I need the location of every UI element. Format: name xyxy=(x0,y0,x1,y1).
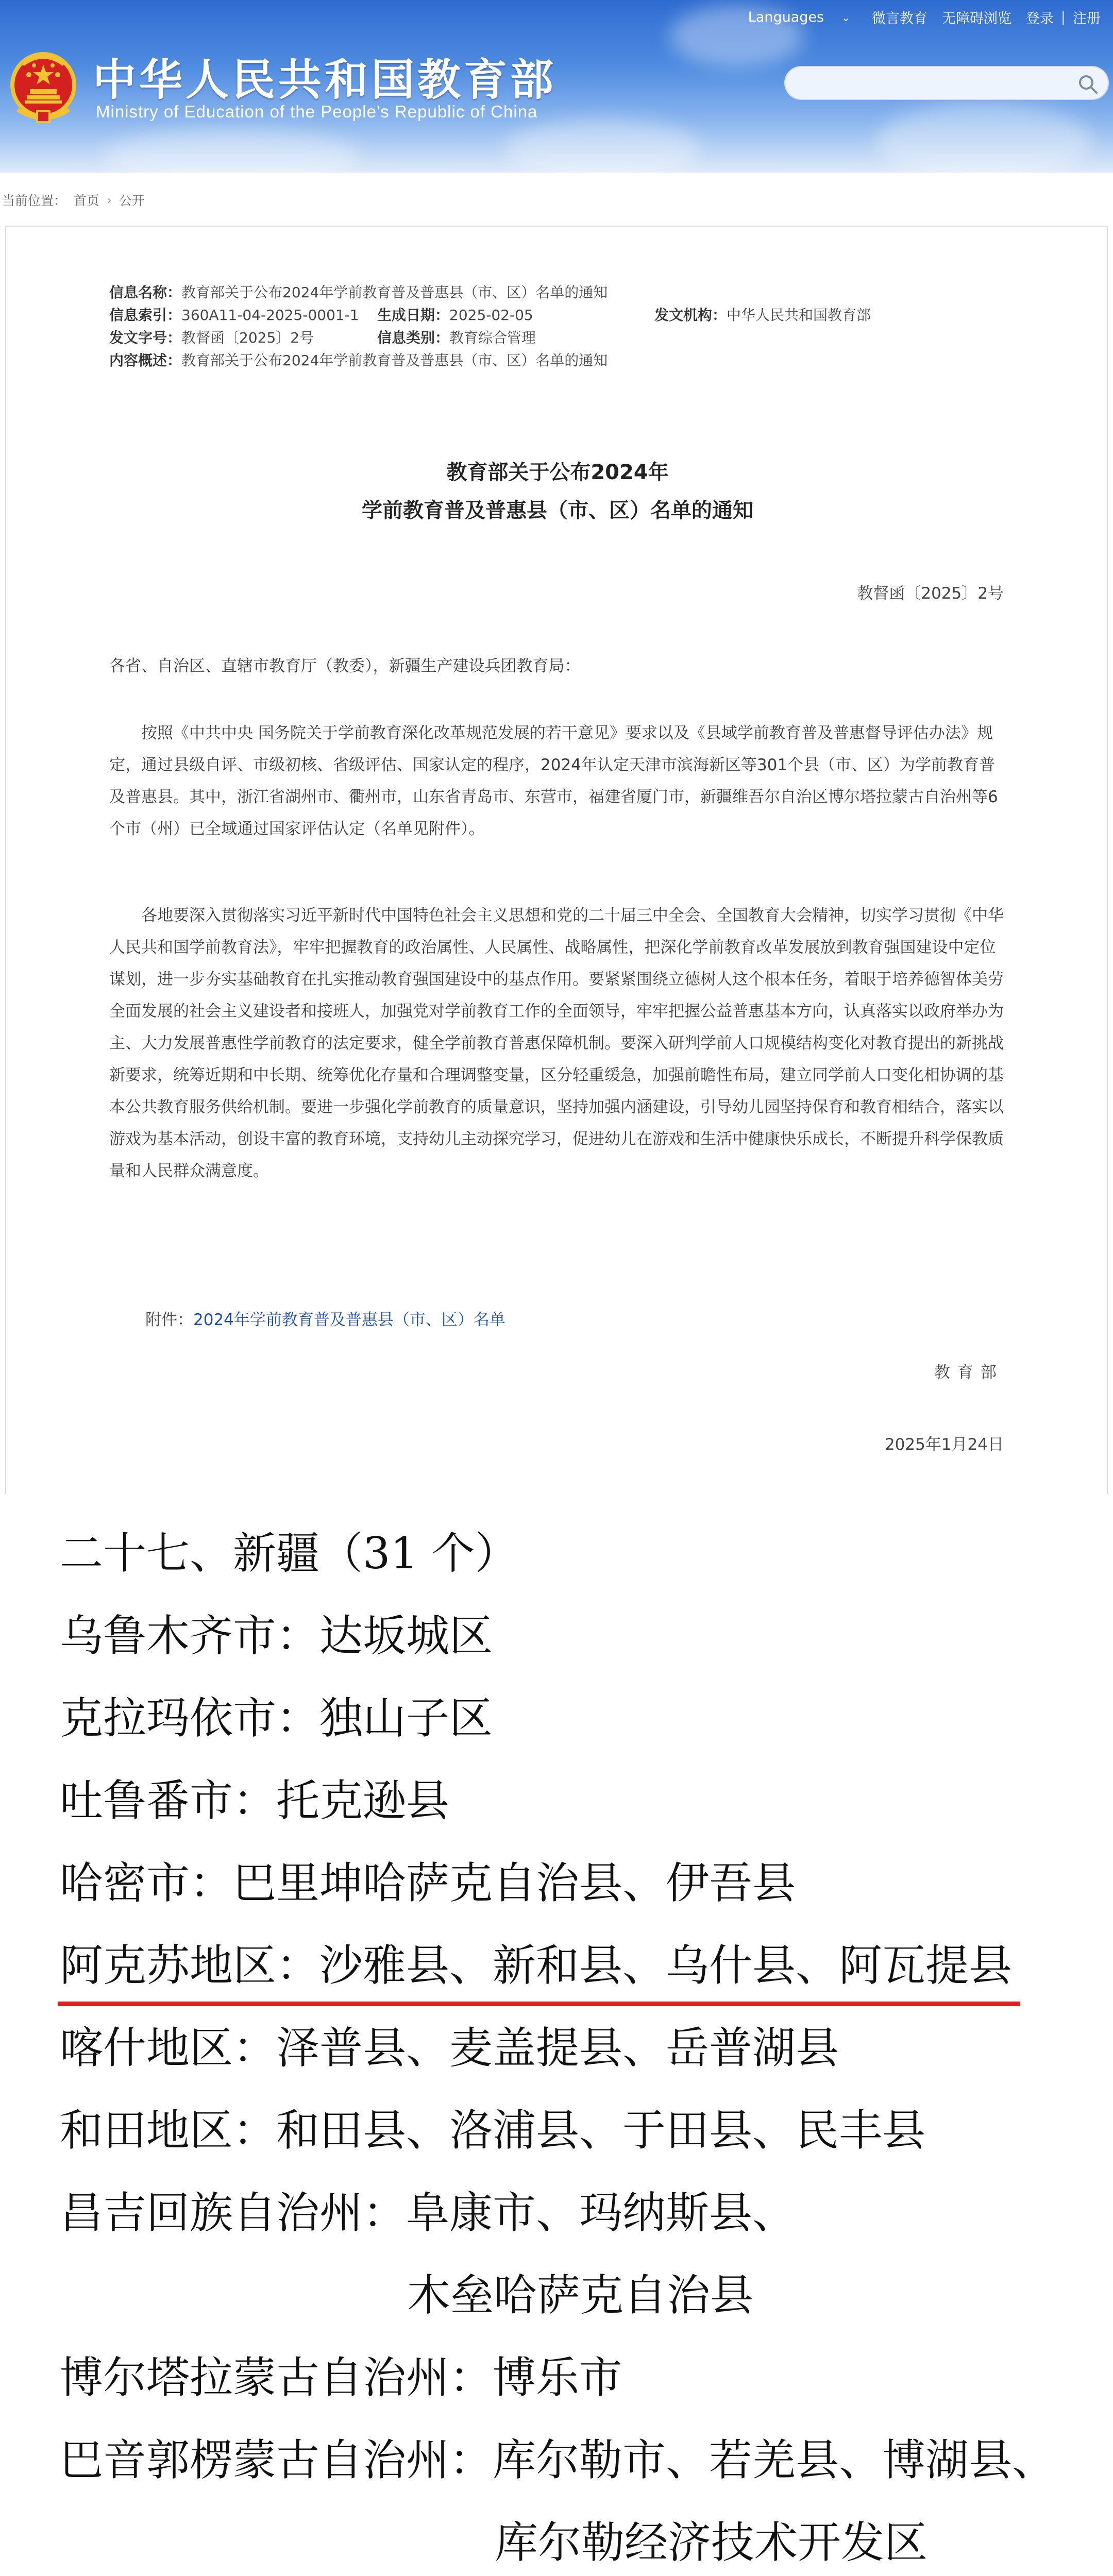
meta-category-row xyxy=(377,327,536,347)
link-divider: | xyxy=(1060,9,1066,25)
meta-name-value: 教育部关于公布2024年学前教育普及普惠县（市、区）名单的通知 xyxy=(181,284,608,301)
attachment-label: 附件： xyxy=(145,1311,193,1329)
meta-summary-row xyxy=(109,349,608,370)
meta-category-value: 教育综合管理 xyxy=(449,329,536,346)
highlight-underline xyxy=(58,2002,1020,2006)
document-panel xyxy=(5,226,1108,1494)
meta-index-row xyxy=(109,304,359,325)
chevron-down-icon: ⌄ xyxy=(841,11,850,24)
meta-date-row xyxy=(377,304,533,325)
attachment-row xyxy=(145,1307,505,1330)
list-item-continuation: 木垒哈萨克自治县 xyxy=(407,2270,754,2320)
list-item: 昌吉回族自治州：阜康市、玛纳斯县、 xyxy=(60,2188,796,2238)
attachment-link[interactable]: 2024年学前教育普及普惠县（市、区）名单 xyxy=(193,1311,505,1329)
breadcrumb-item-home[interactable]: 首页 xyxy=(74,193,100,208)
breadcrumb xyxy=(0,190,145,210)
top-links-bar xyxy=(734,7,1108,27)
list-item: 博尔塔拉蒙古自治州：博乐市 xyxy=(60,2352,623,2403)
languages-label: Languages xyxy=(748,9,824,25)
meta-date-value: 2025-02-05 xyxy=(449,307,533,324)
meta-category-label: 信息类别： xyxy=(377,329,450,346)
meta-name-label: 信息名称： xyxy=(109,284,182,301)
breadcrumb-item-open[interactable]: 公开 xyxy=(119,193,145,208)
paragraph-2: 各地要深入贯彻落实习近平新时代中国特色社会主义思想和党的二十届三中全会、全国教育大会精神，切实学习贯彻《中华人民共和国学前教育法》，牢牢把握教育的政治属性、人民属性、战略属性，把深化学前教育改革发展放到教育强国建设中定位谋划，进一步夯实基础教育在扎实推动教育强国建设中的基点作用。要紧紧围绕立德树人这个根本任务，着眼于培养德智体美劳全面发展的社会主义建设者和接班人，加强党对学前教育工作的全面领导，牢牢把握公益普惠基本方向，认真落实以政府举办为主、大力发展普惠性学前教育的法定要求，健全学前教育普惠保障机制。要深入研判学前人口规模结构变化对教育提出的新挑战新要求，统筹近期和中长期、统筹优化存量和合理调整变量，区分轻重缓急，加强前瞻性布局，建立同学前人口变化相协调的基本公共教育服务供给机制。要进一步强化学前教育的质量意识，坚持加强内涵建设，引导幼儿园坚持保育和教育相结合，落实以游戏为基本活动，创设丰富的教育环境，支持幼儿主动探究学习，促进幼儿在游戏和生活中健康快乐成长，不断提升科学保教质量和人民群众满意度。 xyxy=(109,906,1004,1180)
languages-dropdown[interactable] xyxy=(734,9,865,25)
site-title: 中华人民共和国教育部 xyxy=(93,55,557,105)
meta-index-value: 360A11-04-2025-0001-1 xyxy=(181,307,359,324)
document-title xyxy=(6,453,1109,530)
meta-docno-value: 教督函〔2025〕2号 xyxy=(181,329,314,346)
chevron-right-icon: › xyxy=(107,192,112,208)
search-box xyxy=(784,66,1109,100)
list-item: 巴音郭楞蒙古自治州：库尔勒市、若羌县、博湖县、 xyxy=(60,2435,1056,2485)
list-item: 克拉玛依市：独山子区 xyxy=(60,1693,493,1743)
meta-date-label: 生成日期： xyxy=(377,307,450,324)
weiyan-link[interactable]: 微言教育 xyxy=(871,11,927,27)
meta-org-label: 发文机构： xyxy=(654,307,727,324)
meta-summary-value: 教育部关于公布2024年学前教育普及普惠县（市、区）名单的通知 xyxy=(181,352,608,369)
meta-docno-row xyxy=(109,327,314,347)
meta-org-row xyxy=(654,304,871,325)
site-header xyxy=(0,0,1113,173)
list-item: 喀什地区：泽普县、麦盖提县、岳普湖县 xyxy=(60,2023,839,2073)
list-heading: 二十七、新疆（31 个） xyxy=(60,1528,518,1579)
salutation: 各省、自治区、直辖市教育厅（教委），新疆生产建设兵团教育局： xyxy=(109,657,581,675)
paragraph-1: 按照《中共中央 国务院关于学前教育深化改革规范发展的若干意见》要求以及《县域学前教育普及普惠督导评估办法》规定，通过县级自评、市级初核、省级评估、国家认定的程序，2024年认定天津市滨海新区等301个县（市、区）为学前教育普及普惠县。其中，浙江省湖州市、衢州市，山东省青岛市、东营市，福建省厦门市，新疆维吾尔自治区博尔塔拉蒙古自治州等6个市（州）已全域通过国家评估认定（名单见附件）。 xyxy=(109,724,998,838)
document-title-line-1: 教育部关于公布2024年 xyxy=(446,461,669,484)
meta-summary-label: 内容概述： xyxy=(109,352,182,369)
signature: 教育部 xyxy=(934,1363,1004,1382)
search-icon[interactable] xyxy=(1077,73,1099,95)
accessibility-link[interactable]: 无障碍浏览 xyxy=(941,11,1011,27)
sign-date: 2025年1月24日 xyxy=(884,1435,1004,1454)
meta-index-label: 信息索引： xyxy=(109,307,182,324)
county-list-section xyxy=(0,1494,1113,2576)
meta-org-value: 中华人民共和国教育部 xyxy=(727,307,871,324)
breadcrumb-label: 当前位置： xyxy=(2,193,67,208)
list-item-highlighted: 阿克苏地区：沙雅县、新和县、乌什县、阿瓦提县 xyxy=(60,1940,1013,1991)
search-input[interactable] xyxy=(800,71,1068,96)
list-item: 哈密市：巴里坤哈萨克自治县、伊吾县 xyxy=(60,1858,796,1908)
document-number: 教督函〔2025〕2号 xyxy=(857,584,1004,603)
login-link[interactable]: 登录 xyxy=(1025,11,1054,27)
list-item: 吐鲁番市：托克逊县 xyxy=(60,1775,450,1826)
document-title-line-2: 学前教育普及普惠县（市、区）名单的通知 xyxy=(362,499,753,522)
register-link[interactable]: 注册 xyxy=(1073,11,1101,27)
list-item: 和田地区：和田县、洛浦县、于田县、民丰县 xyxy=(60,2105,926,2156)
list-item: 乌鲁木齐市：达坂城区 xyxy=(60,1611,493,1661)
national-emblem-icon xyxy=(7,49,79,126)
list-item-continuation: 库尔勒经济技术开发区 xyxy=(495,2517,928,2568)
meta-name-row xyxy=(109,281,608,302)
site-subtitle: Ministry of Education of the People's Republic of China xyxy=(96,102,538,121)
meta-docno-label: 发文字号： xyxy=(109,329,182,346)
